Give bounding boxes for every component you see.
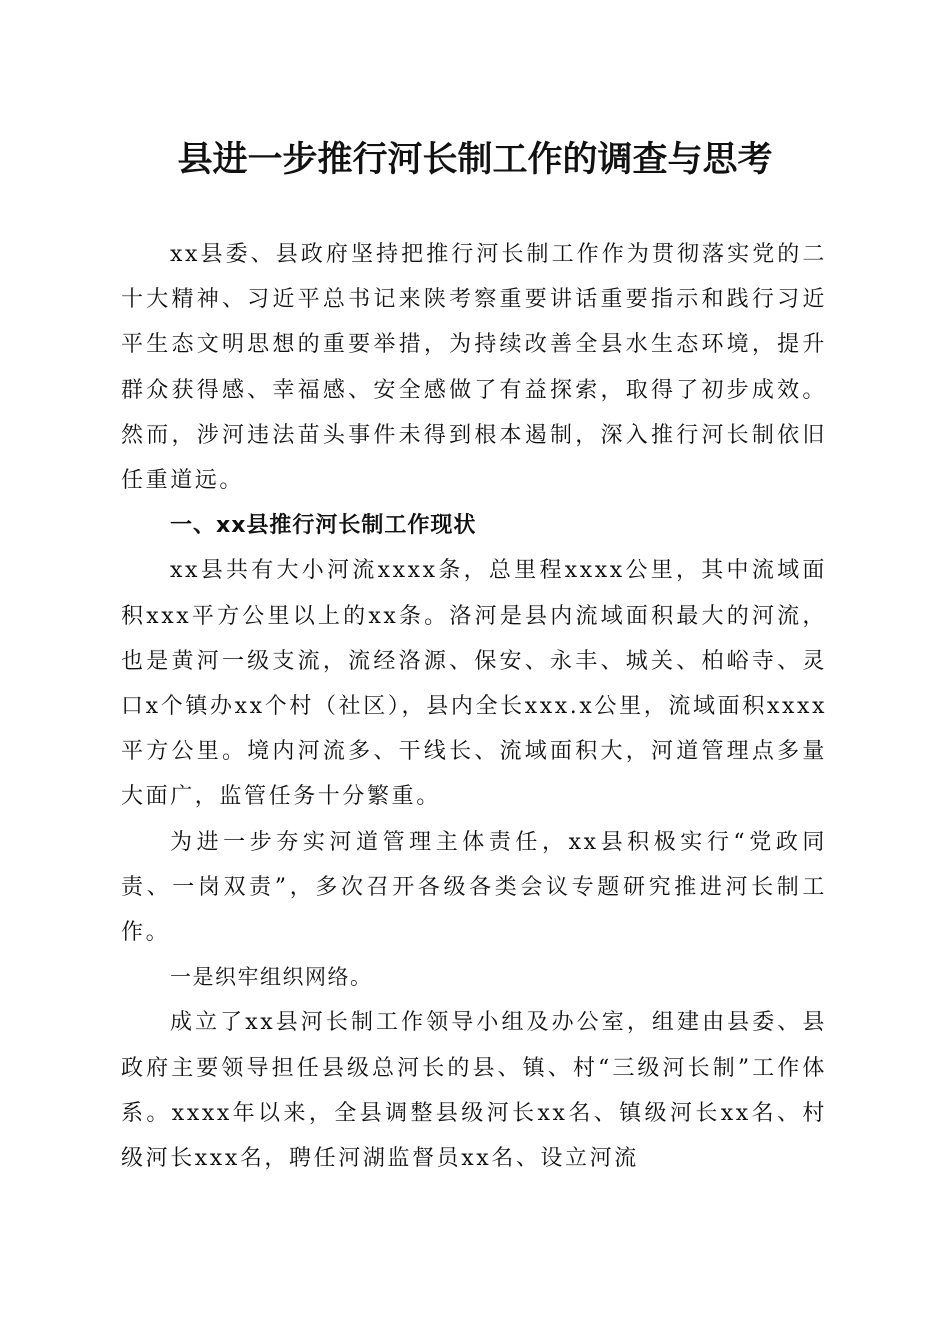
section-paragraph-2: 为进一步夯实河道管理主体责任，xx县积极实行“党政同责、一岗双责”，多次召开各级各类会议专题研究推进河长制工作。 (121, 829, 827, 946)
section-paragraph-1: xx县共有大小河流xxxx条，总里程xxxx公里，其中流域面积xxx平方公里以上的xx条。洛河是县内流域面积最大的河流，也是黄河一级支流，流经洛源、保安、永丰、城关、柏峪寺、灵口x个镇办xx个村（社区），县内全长xxx.x公里，流域面积xxxx平方公里。境内河流多、干线长、流域面积大，河道管理点多量大面广，监管任务十分繁重。 (121, 558, 827, 810)
document-title: 县进一步推行河长制工作的调查与思考 (177, 139, 773, 180)
intro-paragraph: xx县委、县政府坚持把推行河长制工作作为贯彻落实党的二十大精神、习近平总书记来陕考察重要讲话重要指示和践行习近平生态文明思想的重要举措，为持续改善全县水生态环境，提升群众获得感、幸福感、安全感做了有益探索，取得了初步成效。然而，涉河违法苗头事件未得到根本遏制，深入推行河长制依旧任重道远。 (121, 242, 827, 494)
section-paragraph-3: 成立了xx县河长制工作领导小组及办公室，组建由县委、县政府主要领导担任县级总河长的县、镇、村“三级河长制”工作体系。xxxx年以来，全县调整县级河长xx名、镇级河长xx名、村级河长xxx名，聘任河湖监督员xx名、设立河流 (121, 1010, 827, 1172)
section-heading: 一、xx县推行河长制工作现状 (170, 513, 477, 539)
document-body (121, 232, 827, 1181)
subsection-heading: 一是织牢组织网络。 (170, 965, 373, 990)
